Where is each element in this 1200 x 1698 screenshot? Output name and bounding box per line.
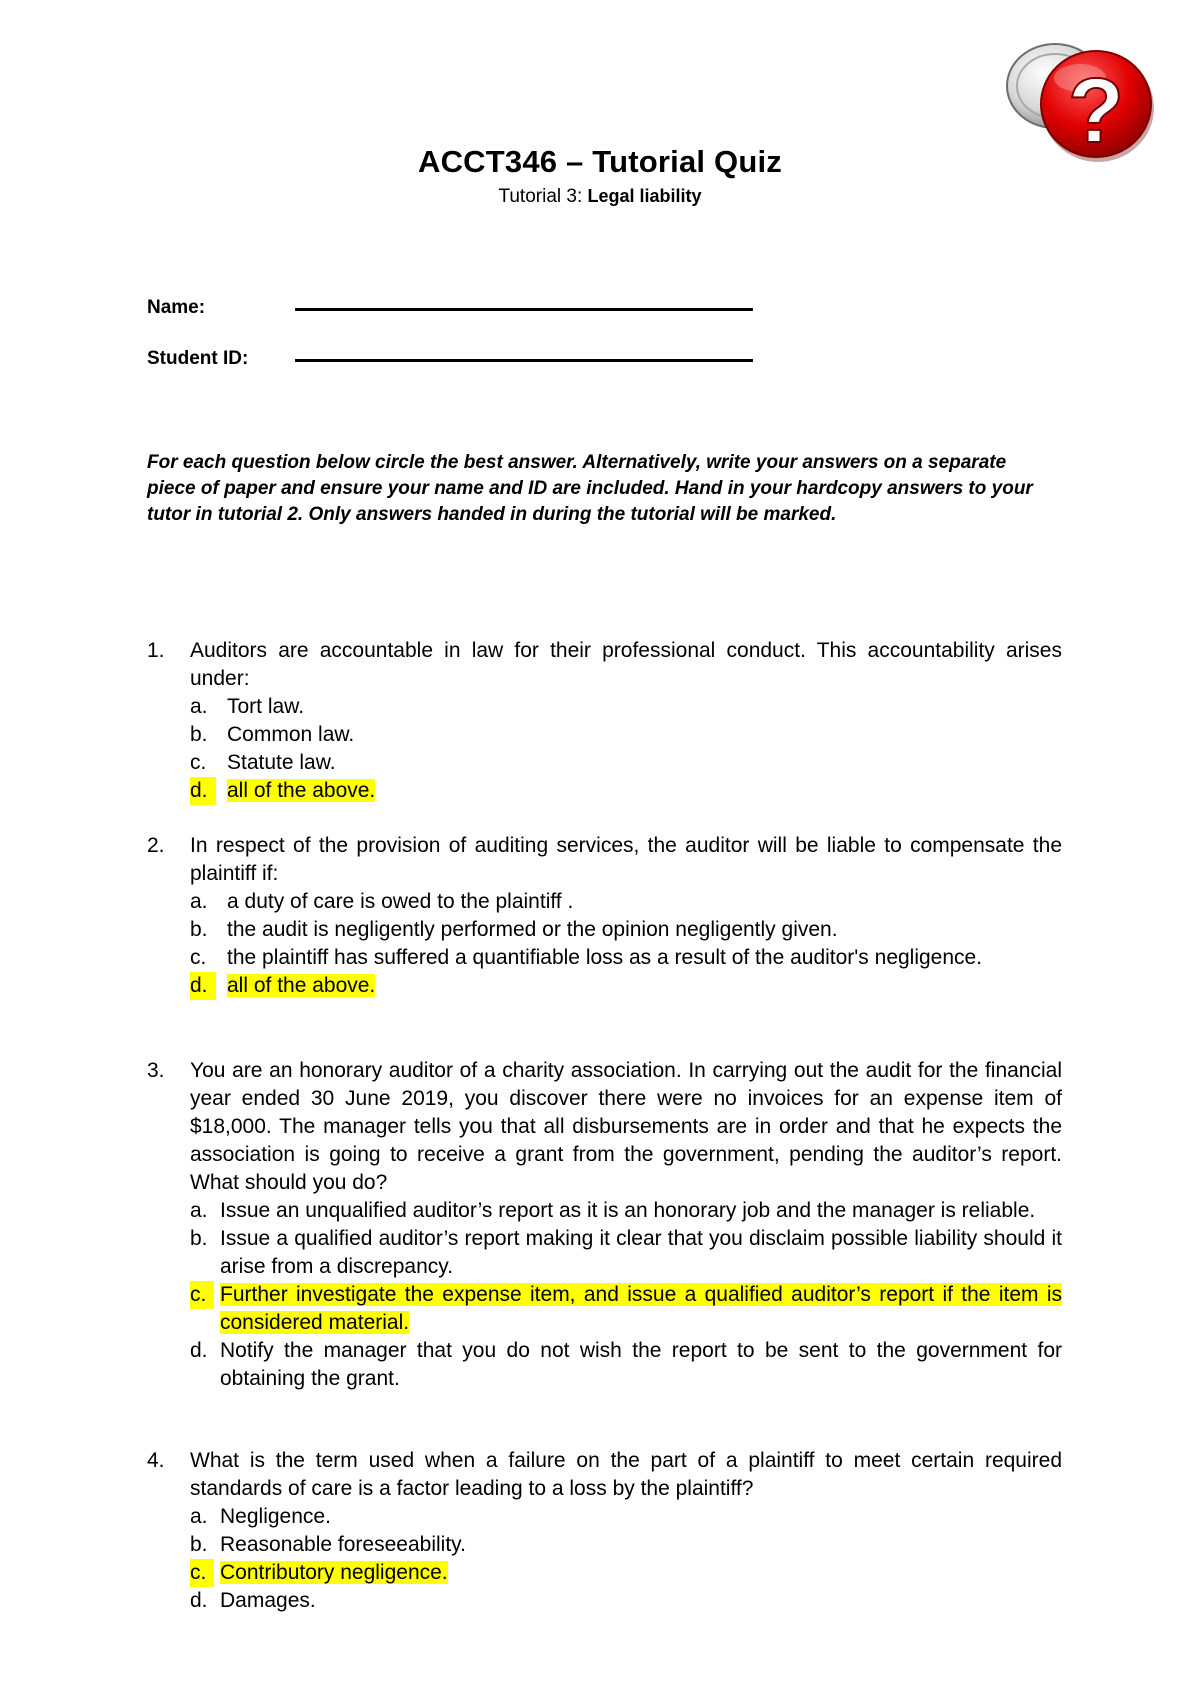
option-c-selected[interactable] (190, 1559, 1062, 1587)
option-letter: c. (190, 751, 207, 774)
option-letter: b. (190, 1533, 208, 1556)
option-text: Statute law. (227, 751, 336, 774)
option-letter: d. (190, 972, 216, 1000)
question-1 (147, 637, 1062, 805)
page-subtitle (0, 186, 1200, 208)
svg-text:?: ? (1067, 60, 1125, 162)
option-text: Further investigate the expense item, and issue a qualified auditor’s report if the item is considered material. (220, 1283, 1062, 1334)
student-id-blank-line[interactable] (295, 351, 753, 362)
option-text: Negligence. (220, 1505, 331, 1528)
option-letter: d. (190, 1339, 208, 1362)
option-letter: c. (190, 1281, 214, 1309)
question-2 (147, 832, 1062, 1000)
question-number: 4. (147, 1449, 165, 1472)
option-text: the plaintiff has suffered a quantifiable loss as a result of the auditor's negligence. (227, 946, 983, 969)
subtitle-prefix: Tutorial 3: (498, 186, 588, 207)
question-number: 2. (147, 834, 165, 857)
option-letter: c. (190, 1559, 214, 1587)
question-4 (147, 1447, 1062, 1615)
option-list (190, 888, 1062, 1000)
option-b[interactable] (190, 1531, 1062, 1559)
option-c-selected[interactable] (190, 1281, 1062, 1337)
option-b[interactable] (190, 916, 1062, 944)
instructions: For each question below circle the best answer. Alternatively, write your answers on a separate piece of paper and ensure your name and ID are included. Hand in your hardcopy answers to your tutor in tutorial 2. Only answers handed in during the tutorial will be marked. (147, 452, 1033, 525)
option-letter: a. (190, 1505, 208, 1528)
option-text: all of the above. (227, 779, 376, 802)
subtitle-topic: Legal liability (587, 186, 702, 206)
option-d[interactable] (190, 1337, 1062, 1393)
option-list (190, 693, 1062, 805)
option-text: the audit is negligently performed or the opinion negligently given. (227, 918, 838, 941)
option-text: Notify the manager that you do not wish the report to be sent to the government for obtaining the grant. (220, 1339, 1062, 1390)
page-title: ACCT346 – Tutorial Quiz (417, 144, 783, 179)
question-text: What is the term used when a failure on the part of a plaintiff to meet certain required standards of care is a factor leading to a loss by the plaintiff? (190, 1449, 1062, 1500)
option-list (190, 1503, 1062, 1615)
option-d[interactable] (190, 1587, 1062, 1615)
option-a[interactable] (190, 693, 1062, 721)
option-text: Issue a qualified auditor’s report making it clear that you disclaim possible liability should it arise from a discrepancy. (220, 1227, 1062, 1278)
option-d-selected[interactable] (190, 777, 1062, 805)
question-text: In respect of the provision of auditing services, the auditor will be liable to compensate the plaintiff if: (190, 834, 1062, 885)
option-c[interactable] (190, 944, 1062, 972)
option-a[interactable] (190, 1197, 1062, 1225)
option-letter: b. (190, 918, 208, 941)
question-text: Auditors are accountable in law for their professional conduct. This accountability arises under: (190, 639, 1062, 690)
option-letter: b. (190, 1227, 208, 1250)
option-c[interactable] (190, 749, 1062, 777)
option-b[interactable] (190, 1225, 1062, 1281)
name-blank-line[interactable] (295, 300, 753, 311)
option-list (190, 1197, 1062, 1393)
option-text: Issue an unqualified auditor’s report as it is an honorary job and the manager is reliable. (220, 1199, 1036, 1222)
question-3 (147, 1057, 1062, 1393)
option-a[interactable] (190, 1503, 1062, 1531)
option-letter: b. (190, 723, 208, 746)
option-d-selected[interactable] (190, 972, 1062, 1000)
question-text: You are an honorary auditor of a charity association. In carrying out the audit for the financial year ended 30 June 2019, you discover there were no invoices for an expense item of $18,000. The manager tells you that all disbursements are in order and that he expects the association is going to receive a grant from the government, pending the auditor’s report. What should you do? (190, 1059, 1062, 1194)
student-id-field (147, 348, 753, 370)
option-letter: a. (190, 1199, 208, 1222)
option-text: Reasonable foreseeability. (220, 1533, 466, 1556)
name-label: Name: (147, 297, 206, 318)
question-number: 1. (147, 639, 165, 662)
option-a[interactable] (190, 888, 1062, 916)
student-id-label: Student ID: (147, 348, 249, 369)
option-text: Contributory negligence. (220, 1561, 448, 1584)
option-letter: d. (190, 777, 216, 805)
option-letter: c. (190, 946, 207, 969)
option-letter: a. (190, 890, 208, 913)
option-text: Damages. (220, 1589, 316, 1612)
option-text: Tort law. (227, 695, 305, 718)
option-b[interactable] (190, 721, 1062, 749)
option-letter: a. (190, 695, 208, 718)
option-text: Common law. (227, 723, 355, 746)
question-number: 3. (147, 1059, 165, 1082)
name-field (147, 297, 753, 319)
option-text: a duty of care is owed to the plaintiff . (227, 890, 574, 913)
option-letter: d. (190, 1589, 208, 1612)
option-text: all of the above. (227, 974, 376, 997)
